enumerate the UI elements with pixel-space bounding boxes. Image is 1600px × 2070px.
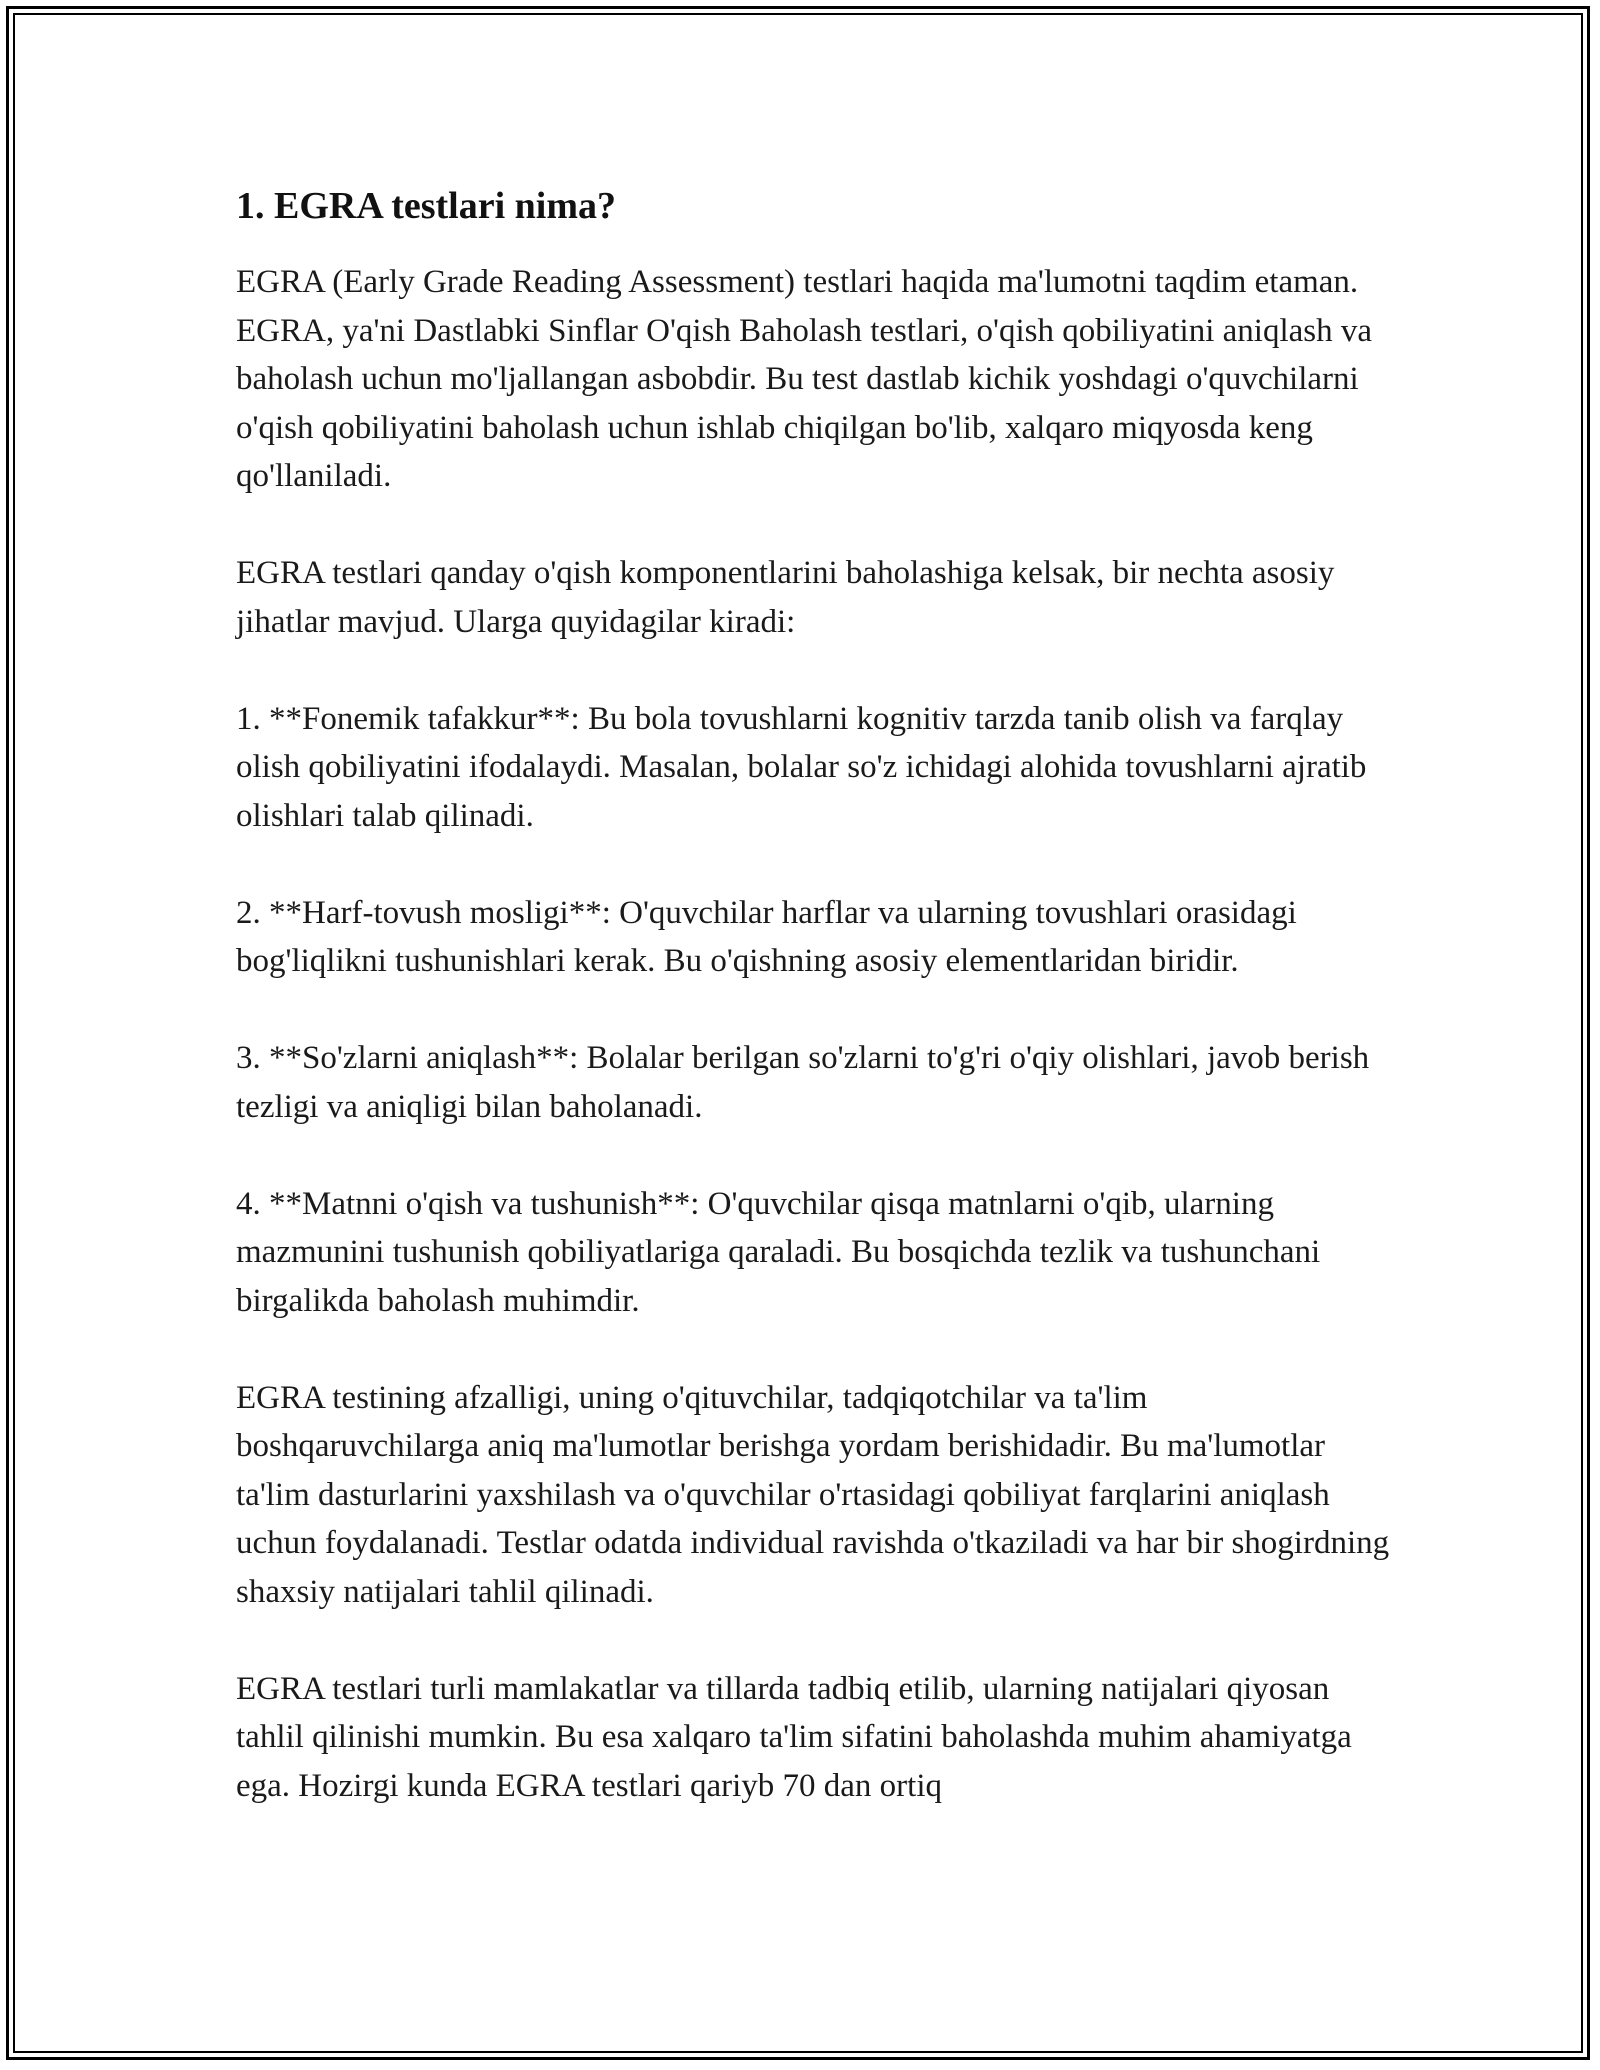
- document-body: [236, 182, 1396, 1859]
- section-heading: 1. EGRA testlari nima?: [236, 185, 616, 227]
- paragraph-components: EGRA testlari qanday o'qish komponentlarini baholashiga kelsak, bir nechta asosiy jihatlar mavjud. Ularga quyidagilar kiradi:: [236, 555, 1335, 640]
- paragraph-advantages: EGRA testining afzalligi, uning o'qituvchilar, tadqiqotchilar va ta'lim boshqaruvchilarga aniq ma'lumotlar berishga yordam berishidadir. Bu ma'lumotlar ta'lim dasturlarini yaxshilash va o'quvchilar o'rtasidagi qobiliyat farqlarini aniqlash uchun foydalanadi. Testlar odatda individual ravishda o'tkaziladi va har bir shogirdning shaxsiy natijalari tahlil qilinadi.: [236, 1379, 1390, 1610]
- paragraph-item-4: 4. **Matnni o'qish va tushunish**: O'quvchilar qisqa matnlarni o'qib, ularning mazmunini tushunish qobiliyatlariga qaraladi. Bu bosqichda tezlik va tushunchani birgalikda baholash muhimdir.: [236, 1185, 1321, 1319]
- paragraph-item-3: 3. **So'zlarni aniqlash**: Bolalar berilgan so'zlarni to'g'ri o'qiy olishlari, javob berish tezligi va aniqligi bilan baholanadi.: [236, 1040, 1370, 1125]
- paragraph-intro: EGRA (Early Grade Reading Assessment) testlari haqida ma'lumotni taqdim etaman. EGRA, ya'ni Dastlabki Sinflar O'qish Baholash testlari, o'qish qobiliyatini aniqlash va baholash uchun mo'ljallangan asbobdir. Bu test dastlab kichik yoshdagi o'quvchilarni o'qish qobiliyatini baholash uchun ishlab chiqilgan bo'lib, xalqaro miqyosda keng qo'llaniladi.: [236, 264, 1373, 494]
- paragraph-international: EGRA testlari turli mamlakatlar va tillarda tadbiq etilib, ularning natijalari qiyosan tahlil qilinishi mumkin. Bu esa xalqaro ta'lim sifatini baholashda muhim ahamiyatga ega. Hozirgi kunda EGRA testlari qariyb 70 dan ortiq: [236, 1670, 1352, 1804]
- paragraph-item-1: 1. **Fonemik tafakkur**: Bu bola tovushlarni kognitiv tarzda tanib olish va farqlay olish qobiliyatini ifodalaydi. Masalan, bolalar so'z ichidagi alohida tovushlarni ajratib olishlari talab qilinadi.: [236, 700, 1367, 834]
- paragraph-item-2: 2. **Harf-tovush mosligi**: O'quvchilar harflar va ularning tovushlari orasidagi bog'liqlikni tushunishlari kerak. Bu o'qishning asosiy elementlaridan biridir.: [236, 894, 1297, 979]
